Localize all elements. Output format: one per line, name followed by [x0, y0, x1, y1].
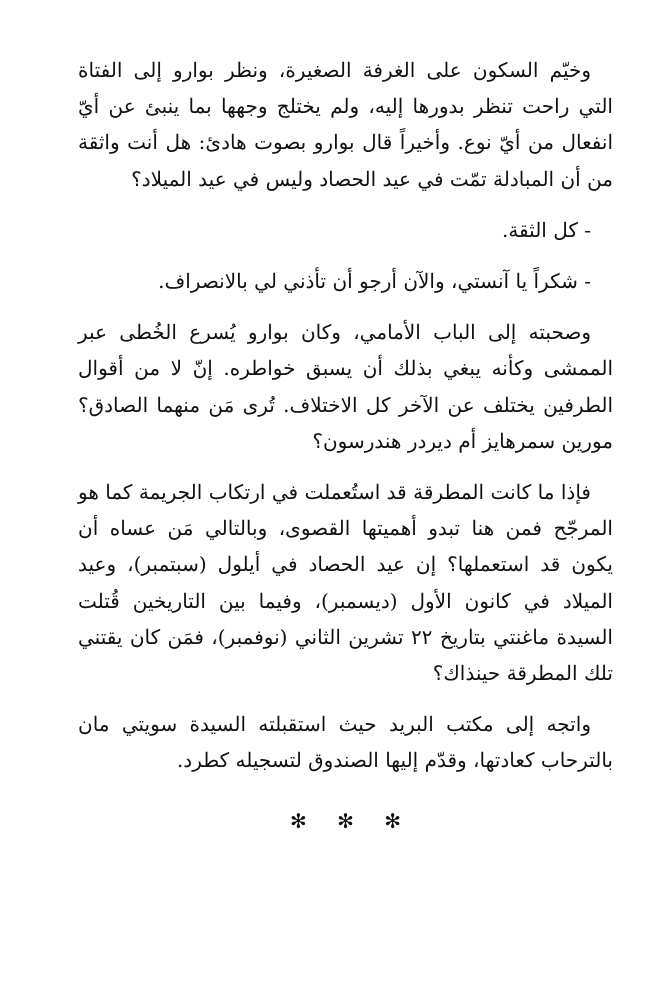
paragraph-post-office: واتجه إلى مكتب البريد حيث استقبلته السيدة سويتي مان بالترحاب كعادتها، وقدّم إليها الصندوق لتسجيله كطرد.: [78, 712, 613, 773]
dialogue-full-confidence: - كل الثقة.: [501, 217, 591, 242]
dialogue-thanks: - شكراً يا آنستي، والآن أرجو أن تأذني لي بالانصراف.: [158, 269, 591, 294]
book-page: [78, 52, 613, 839]
paragraph-front-door: وصحبته إلى الباب الأمامي، وكان بوارو يُسرع الخُطى عبر الممشى وكأنه يبغي بذلك أن يسبق خواطره. إنّ لا من أقوال الطرفين يختلف عن الآخر كل الاختلاف. تُرى مَن منهما الصادق؟ مورين سمرهايز أم ديردر هندرسون؟: [78, 320, 613, 453]
separator-asterisk-icon: ✻: [384, 808, 401, 833]
paragraph-silence: وخيّم السكون على الغرفة الصغيرة، ونظر بوارو إلى الفتاة التي راحت تنظر بدورها إليه، ولم يختلج وجهها بما ينبئ عن أيّ انفعال من أيّ نوع. وأخيراً قال بوارو بصوت هادئ: هل أنت واثقة من أن المبادلة تمّت في عيد الحصاد وليس في عيد الميلاد؟: [78, 58, 613, 191]
separator-asterisk-icon: ✻: [289, 808, 307, 833]
section-separator: [78, 803, 613, 839]
separator-asterisk-icon: ✻: [337, 808, 354, 833]
paragraph-hammer: فإذا ما كانت المطرقة قد استُعملت في ارتكاب الجريمة كما هو المرجّح فمن هنا تبدو أهميتها القصوى، وبالتالي مَن عساه أن يكون قد استعملها؟ إن عيد الحصاد في أيلول (سبتمبر)، وعيد الميلاد في كانون الأول (ديسمبر)، وفيما بين التاريخين قُتلت السيدة ماغنتي بتاريخ ٢٢ تشرين الثاني (نوفمبر)، فمَن كان يقتني تلك المطرقة حينذاك؟: [78, 480, 613, 686]
